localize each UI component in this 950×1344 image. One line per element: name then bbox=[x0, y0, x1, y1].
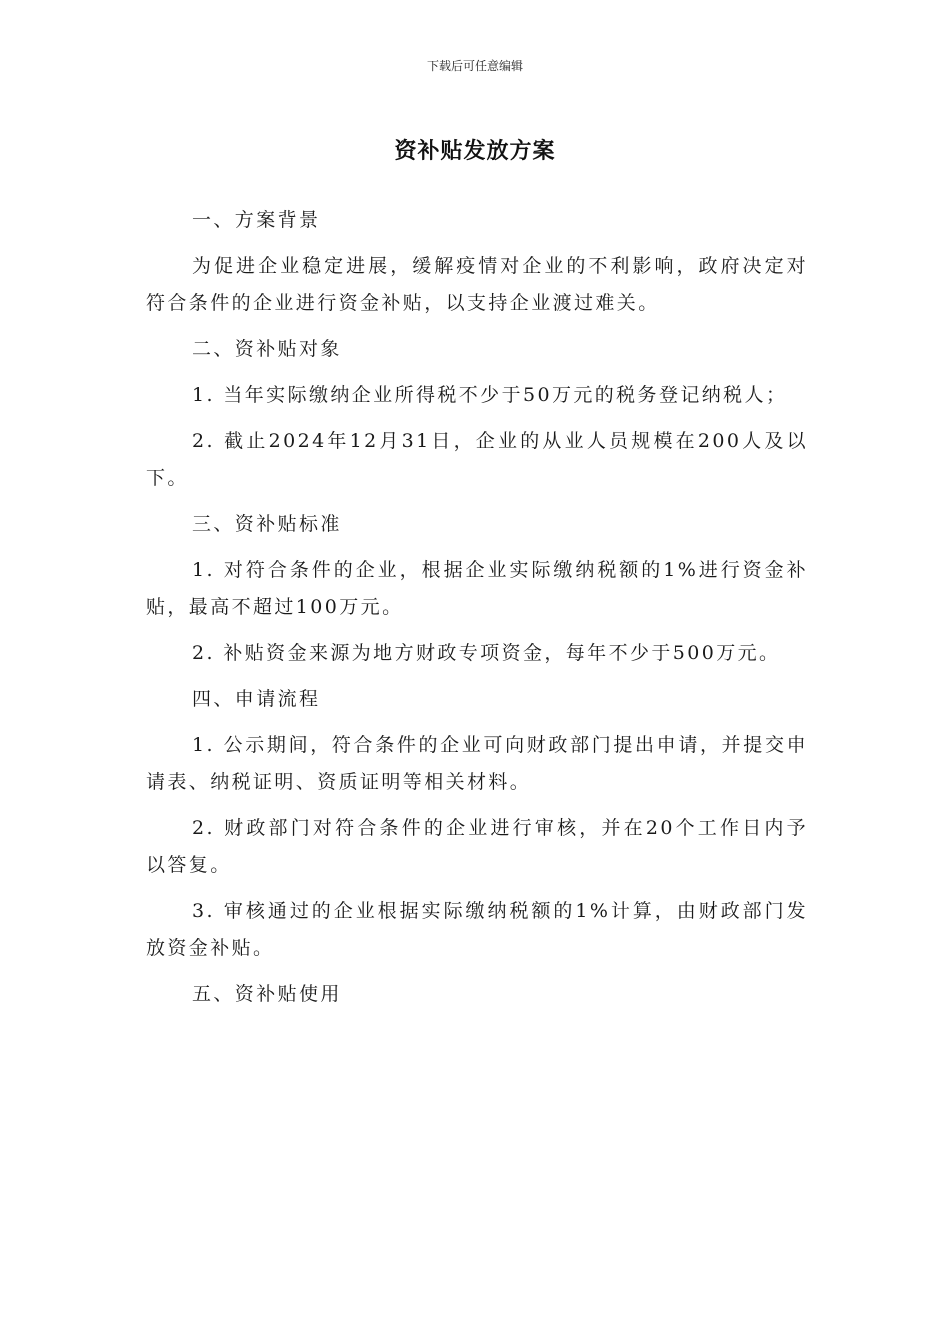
paragraph-process-3: 3. 审核通过的企业根据实际缴纳税额的1%计算，由财政部门发放资金补贴。 bbox=[146, 900, 808, 959]
paragraph-process-1: 1. 公示期间，符合条件的企业可向财政部门提出申请，并提交申请表、纳税证明、资质证明等相关材料。 bbox=[146, 734, 808, 793]
paragraph-standard-2: 2. 补贴资金来源为地方财政专项资金，每年不少于500万元。 bbox=[192, 642, 781, 664]
section-heading-background: 一、方案背景 bbox=[192, 209, 321, 231]
section-heading-target: 二、资补贴对象 bbox=[192, 338, 342, 360]
paragraph-background: 为促进企业稳定进展，缓解疫情对企业的不利影响，政府决定对符合条件的企业进行资金补贴，以支持企业渡过难关。 bbox=[146, 255, 808, 314]
document-title: 资补贴发放方案 bbox=[394, 139, 556, 164]
section-heading-standard: 三、资补贴标准 bbox=[192, 513, 342, 535]
paragraph-target-1: 1. 当年实际缴纳企业所得税不少于50万元的税务登记纳税人； bbox=[192, 384, 788, 406]
header-note: 下载后可任意编辑 bbox=[426, 59, 523, 73]
paragraph-process-2: 2. 财政部门对符合条件的企业进行审核，并在20个工作日内予以答复。 bbox=[146, 817, 808, 876]
section-heading-process: 四、申请流程 bbox=[192, 688, 321, 710]
section-heading-usage: 五、资补贴使用 bbox=[192, 983, 342, 1005]
document-body bbox=[146, 202, 808, 1022]
paragraph-target-2: 2. 截止2024年12月31日，企业的从业人员规模在200人及以下。 bbox=[146, 430, 808, 489]
paragraph-standard-1: 1. 对符合条件的企业，根据企业实际缴纳税额的1%进行资金补贴，最高不超过100万元。 bbox=[146, 559, 808, 618]
